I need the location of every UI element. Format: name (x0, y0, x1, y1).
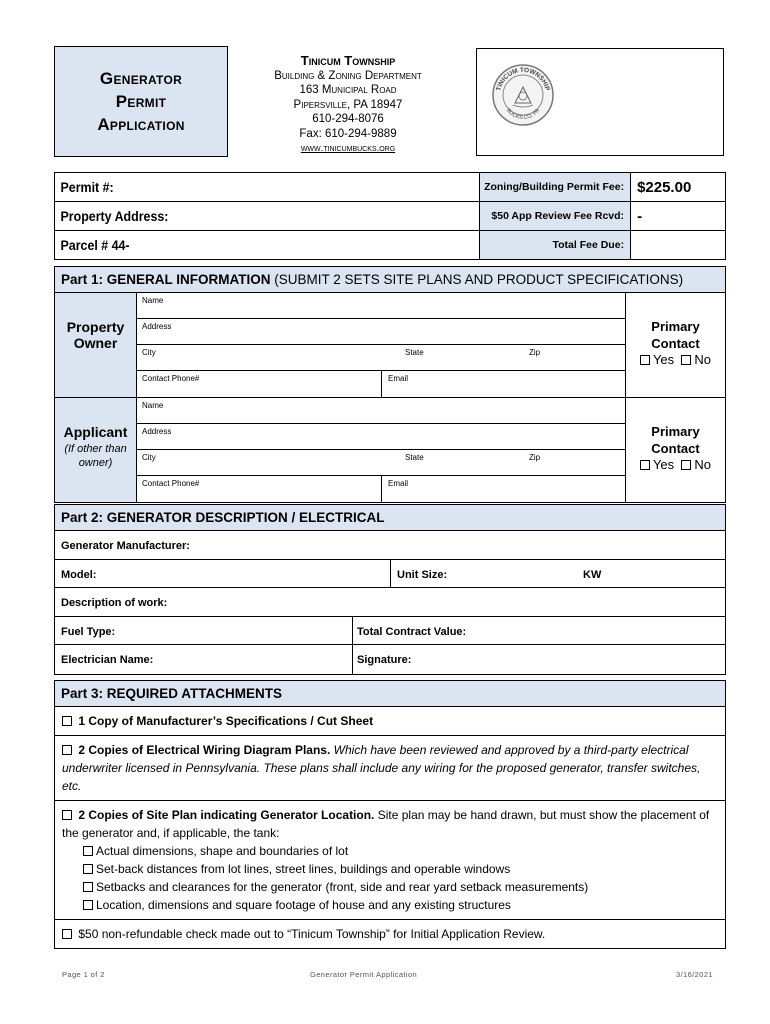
zoning-fee-label: Zoning/Building Permit Fee: (480, 173, 631, 202)
kw-unit-label: KW (583, 568, 602, 581)
applicant-city-label: City (142, 453, 156, 462)
site-plan-requirements-list (62, 842, 718, 914)
applicant-primary-contact-label: Primary Contact (651, 424, 700, 456)
spec-sheet-checkbox[interactable] (62, 716, 72, 726)
property-address-field[interactable] (55, 202, 480, 231)
review-fee-label: $50 App Review Fee Rcvd: (480, 202, 631, 231)
part2-generator-description (54, 504, 726, 675)
applicant-name-label: Name (142, 401, 164, 410)
form-title-line-2: Permit (115, 92, 167, 111)
property-address-label: Property Address: (60, 208, 169, 224)
description-label: Description of work: (61, 597, 168, 610)
unit-size-label: Unit Size: (397, 568, 448, 581)
electrician-signature-row[interactable] (55, 645, 725, 674)
part3-required-attachments (54, 680, 726, 949)
footer-date: 3/16/2021 (676, 970, 713, 979)
owner-email-label: Email (388, 374, 409, 383)
electrician-name-label: Electrician Name: (61, 654, 154, 667)
owner-fields (137, 293, 626, 397)
township-address-block (236, 54, 460, 156)
review-check-checkbox[interactable] (62, 929, 72, 939)
owner-primary-no-checkbox[interactable] (681, 355, 691, 365)
requirement-checkbox[interactable] (83, 882, 93, 892)
applicant-primary-no-checkbox[interactable] (681, 460, 691, 470)
owner-name-label: Name (142, 296, 164, 305)
property-owner-heading-cell (55, 293, 137, 397)
form-title-box (54, 46, 228, 157)
township-seal-box (476, 48, 724, 156)
field-divider (352, 617, 353, 645)
parcel-number-label: Parcel # 44- (60, 237, 130, 253)
part1-title-note: (SUBMIT 2 SETS SITE PLANS AND PRODUCT SPECIFICATIONS) (270, 272, 684, 287)
footer-document-title: Generator Permit Application (310, 970, 418, 979)
manufacturer-label: Generator Manufacturer: (61, 540, 190, 552)
owner-no-label: No (694, 352, 712, 367)
applicant-address-label: Address (142, 427, 172, 436)
phone-number: 610-294-8076 (312, 113, 384, 126)
owner-primary-yes-checkbox[interactable] (640, 355, 650, 365)
model-label: Model: (61, 568, 97, 581)
applicant-section (55, 398, 725, 502)
field-divider (390, 560, 391, 588)
zoning-fee-value[interactable]: $225.00 (631, 173, 726, 202)
township-seal-icon (491, 63, 555, 127)
city-state-zip: Pipersville, PA 18947 (293, 98, 403, 111)
signature-label: Signature: (357, 654, 412, 667)
description-of-work-field[interactable] (55, 588, 725, 617)
department-name: Building & Zoning Department (274, 69, 422, 82)
field-divider (352, 645, 353, 674)
total-fee-label: Total Fee Due: (480, 231, 631, 260)
attachment-item-site-plan (55, 801, 725, 920)
requirement-checkbox[interactable] (83, 864, 93, 874)
requirement-checkbox[interactable] (83, 900, 93, 910)
applicant-yes-label: Yes (652, 457, 675, 472)
field-divider (381, 476, 382, 502)
applicant-fields (137, 398, 626, 502)
applicant-address-field[interactable] (137, 424, 625, 450)
owner-address-label: Address (142, 322, 172, 331)
applicant-name-field[interactable] (137, 398, 625, 424)
owner-name-field[interactable] (137, 293, 625, 319)
form-title-line-1: Generator (99, 69, 183, 88)
applicant-heading-cell (55, 398, 137, 502)
part3-title: Part 3: REQUIRED ATTACHMENTS (61, 686, 283, 701)
attachment-item-wiring-diagram (55, 736, 725, 801)
applicant-phone-label: Contact Phone# (142, 479, 200, 488)
footer-page-number: Page 1 of 2 (62, 970, 105, 979)
requirement-text: Set-back distances from lot lines, street lines, buildings and operable windows (96, 862, 511, 876)
parcel-number-field[interactable] (55, 231, 480, 260)
site-plan-requirement (83, 860, 718, 878)
requirement-text: Location, dimensions and square footage of house and any existing structures (96, 898, 511, 912)
requirement-checkbox[interactable] (83, 846, 93, 856)
review-check-text: $50 non-refundable check made out to “Tinicum Township” for Initial Application Review. (78, 927, 546, 941)
applicant-heading: Applicant (63, 424, 128, 440)
applicant-city-state-zip-field[interactable] (137, 450, 625, 476)
owner-primary-contact-label: Primary Contact (651, 319, 700, 351)
owner-contact-row[interactable] (137, 371, 625, 397)
model-unit-size-row[interactable] (55, 560, 725, 589)
owner-yes-label: Yes (652, 352, 675, 367)
part1-title: Part 1: GENERAL INFORMATION (61, 272, 271, 287)
svg-text:BUCKS CO. PA: BUCKS CO. PA (504, 107, 542, 122)
part2-title: Part 2: GENERATOR DESCRIPTION / ELECTRICAL (61, 510, 385, 525)
part2-header (55, 505, 725, 531)
permit-number-field[interactable] (55, 173, 480, 202)
contract-value-label: Total Contract Value: (357, 625, 467, 638)
owner-city-label: City (142, 348, 156, 357)
manufacturer-field[interactable] (55, 531, 725, 560)
field-divider (381, 371, 382, 397)
applicant-contact-row[interactable] (137, 476, 625, 502)
site-plan-description: Site plan may be hand drawn, but must show the placement of the generator and, if applicable, the tank: (62, 808, 710, 840)
fax-number: Fax: 610-294-9889 (299, 127, 397, 140)
street-address: 163 Municipal Road (299, 84, 397, 97)
site-plan-requirement (83, 842, 718, 860)
applicant-no-label: No (694, 457, 712, 472)
wiring-diagram-description: Which have been reviewed and approved by a third-party electrical underwriter licensed in Pennsylvania. These plans shall include any wiring for the proposed generator, transfer switches, etc. (62, 743, 701, 793)
spec-sheet-text: 1 Copy of Manufacturer’s Specifications / Cut Sheet (78, 714, 374, 728)
owner-phone-label: Contact Phone# (142, 374, 200, 383)
requirement-text: Setbacks and clearances for the generator (front, side and rear yard setback measurements) (96, 880, 589, 894)
site-plan-requirement (83, 878, 718, 896)
township-name: Tinicum Township (300, 53, 396, 68)
website-link[interactable]: www.tinicumbucks.org (300, 142, 396, 154)
attachment-item-spec-sheet (55, 707, 725, 736)
wiring-diagram-title: 2 Copies of Electrical Wiring Diagram Plans. (78, 743, 331, 757)
site-plan-title: 2 Copies of Site Plan indicating Generator Location. (78, 808, 375, 822)
wiring-diagram-checkbox[interactable] (62, 745, 72, 755)
permit-number-label: Permit #: (60, 179, 114, 195)
requirement-text: Actual dimensions, shape and boundaries of lot (96, 844, 349, 858)
applicant-email-label: Email (388, 479, 409, 488)
applicant-subheading: (If other than owner) (64, 443, 127, 469)
part1-general-information (54, 266, 726, 503)
applicant-zip-label: Zip (529, 453, 541, 462)
owner-zip-label: Zip (529, 348, 541, 357)
owner-primary-contact (626, 293, 725, 397)
applicant-state-label: State (405, 453, 424, 462)
fuel-type-label: Fuel Type: (61, 625, 116, 638)
owner-city-state-zip-field[interactable] (137, 345, 625, 371)
svg-text:TINICUM TOWNSHIP: TINICUM TOWNSHIP (495, 66, 551, 92)
review-fee-value[interactable]: - (631, 202, 726, 231)
applicant-primary-contact (626, 398, 725, 502)
site-plan-requirement (83, 896, 718, 914)
attachment-item-review-check (55, 920, 725, 948)
property-owner-heading: Property Owner (66, 319, 125, 351)
owner-state-label: State (405, 348, 424, 357)
site-plan-checkbox[interactable] (62, 810, 72, 820)
part1-header (55, 267, 725, 293)
form-title-line-3: Application (97, 115, 185, 134)
part3-header (55, 681, 725, 707)
permit-info-table (54, 172, 726, 260)
total-fee-value[interactable] (631, 231, 726, 260)
applicant-primary-yes-checkbox[interactable] (640, 460, 650, 470)
property-owner-section (55, 293, 725, 398)
owner-address-field[interactable] (137, 319, 625, 345)
fuel-contract-row[interactable] (55, 617, 725, 646)
